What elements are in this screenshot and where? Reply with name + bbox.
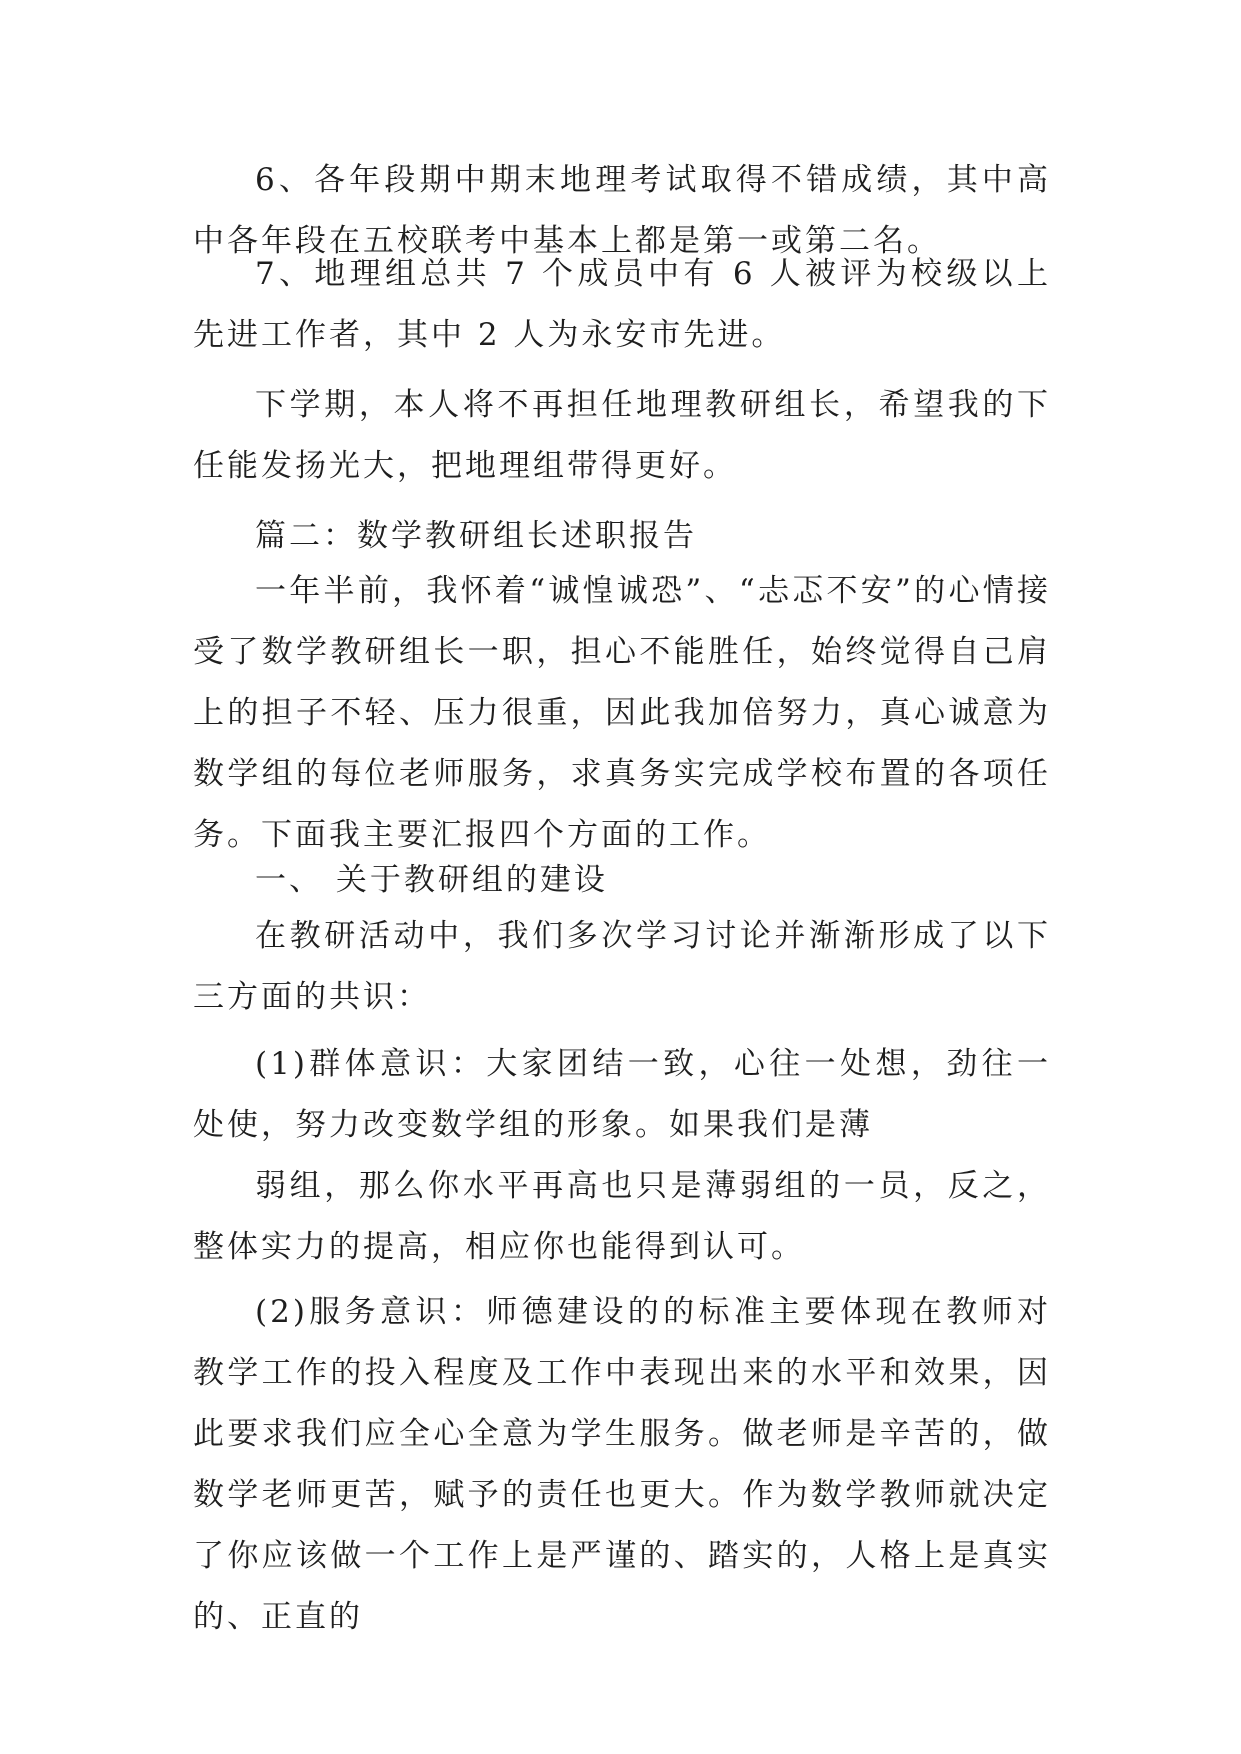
paragraph-group-awareness-cont: 弱组，那么你水平再高也只是薄弱组的一员，反之，整体实力的提高，相应你也能得到认可。 <box>193 1168 1051 1265</box>
paragraph-consensus: 在教研活动中，我们多次学习讨论并渐渐形成了以下三方面的共识： <box>193 918 1051 1015</box>
paragraph-next-term: 下学期，本人将不再担任地理教研组长，希望我的下任能发扬光大，把地理组带得更好。 <box>193 387 1051 484</box>
paragraph-group-awareness: (1)群体意识：大家团结一致，心往一处想，劲往一处使，努力改变数学组的形象。如果我们是薄 <box>193 1046 1051 1143</box>
paragraph-item-7: 7、地理组总共 7 个成员中有 6 人被评为校级以上先进工作者，其中 2 人为永安市先进。 <box>193 256 1051 353</box>
paragraph-service-awareness: (2)服务意识：师德建设的的标准主要体现在教师对教学工作的投入程度及工作中表现出来的水平和效果，因此要求我们应全心全意为学生服务。做老师是辛苦的，做数学老师更苦，赋予的责任也更大。作为数学教师就决定了你应该做一个工作上是严谨的、踏实的，人格上是真实的、正直的 <box>193 1294 1051 1635</box>
section-heading-one: 一、 关于教研组的建设 <box>255 862 608 898</box>
paragraph-intro: 一年半前，我怀着“诚惶诚恐”、“忐忑不安”的心情接受了数学教研组长一职，担心不能胜任，始终觉得自己肩上的担子不轻、压力很重，因此我加倍努力，真心诚意为数学组的每位老师服务，求真务实完成学校布置的各项任务。下面我主要汇报四个方面的工作。 <box>193 573 1051 853</box>
paragraph-item-6: 6、各年段期中期末地理考试取得不错成绩，其中高中各年段在五校联考中基本上都是第一或第二名。 <box>193 162 1051 259</box>
section-heading-part-two: 篇二：数学教研组长述职报告 <box>255 518 697 554</box>
